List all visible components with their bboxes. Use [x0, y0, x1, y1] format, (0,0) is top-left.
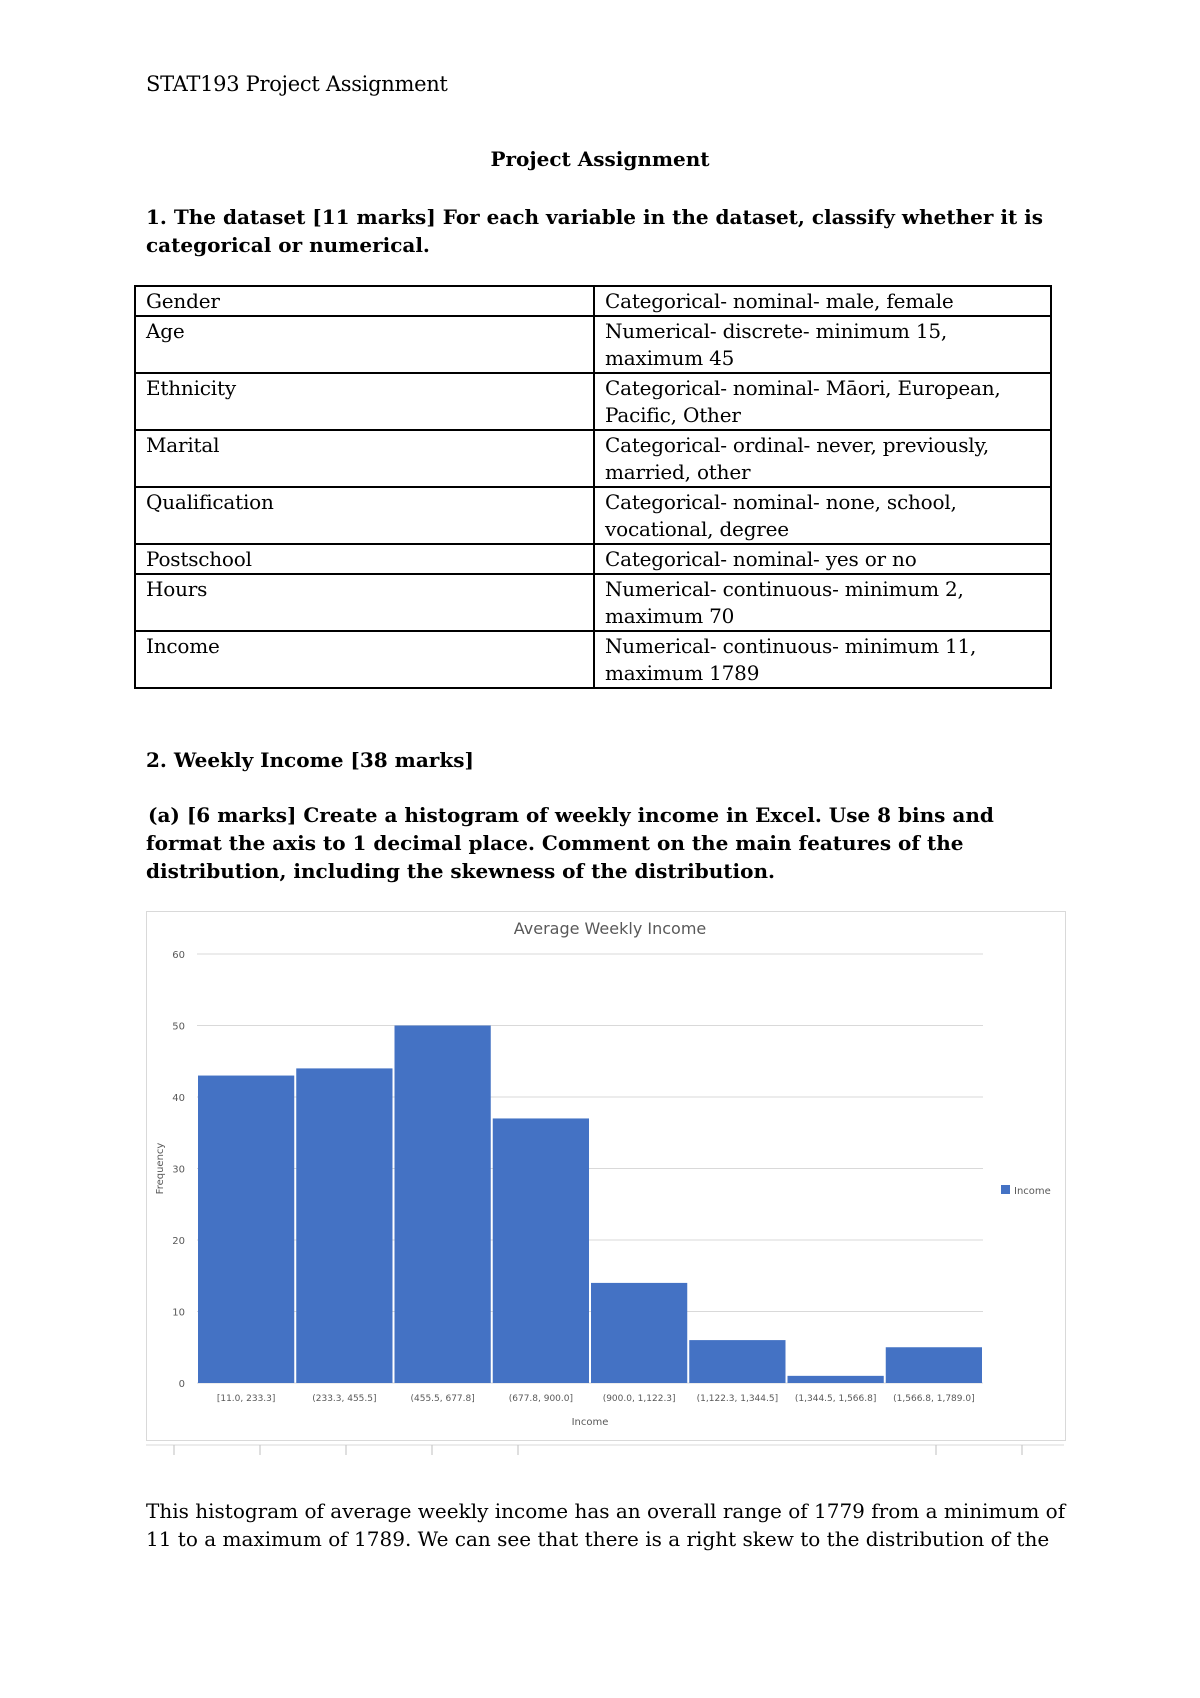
- table-row: [135, 544, 1051, 574]
- histogram-bar: [296, 1068, 392, 1383]
- x-tick-label: (1,344.5, 1,566.8]: [794, 1394, 877, 1404]
- legend-swatch: [1001, 1185, 1010, 1194]
- variable-name: Hours: [135, 574, 594, 631]
- chart-title: Average Weekly Income: [513, 919, 707, 938]
- y-tick-label: 60: [172, 950, 185, 961]
- table-row: [135, 631, 1051, 688]
- page-header: STAT193 Project Assignment: [146, 72, 448, 96]
- y-tick-label: 10: [172, 1307, 185, 1319]
- variable-name: Income: [135, 631, 594, 688]
- x-tick-label: (900.0, 1,122.3]: [602, 1394, 676, 1404]
- table-row: [135, 286, 1051, 316]
- histogram-bar: [689, 1340, 785, 1383]
- chart-bottom-ticks: [146, 1443, 1064, 1457]
- variable-name: Age: [135, 316, 594, 373]
- x-tick-label: (455.5, 677.8]: [410, 1394, 475, 1404]
- table-row: [135, 316, 1051, 373]
- legend-label: Income: [1014, 1186, 1051, 1197]
- histogram-bar: [591, 1283, 687, 1383]
- y-tick-label: 30: [172, 1164, 185, 1176]
- variable-description: Categorical- nominal- none, school, vocational, degree: [594, 487, 1051, 544]
- x-tick-label: (233.3, 455.5]: [312, 1394, 377, 1404]
- document-title: Project Assignment: [490, 147, 710, 171]
- variable-name: Marital: [135, 430, 594, 487]
- variable-description: Numerical- discrete- minimum 15, maximum 45: [594, 316, 1051, 373]
- y-tick-label: 50: [172, 1021, 185, 1033]
- variable-description: Categorical- nominal- yes or no: [594, 544, 1051, 574]
- histogram-svg: [147, 912, 1065, 1440]
- x-tick-label: [11.0, 233.3]: [216, 1394, 276, 1404]
- variables-table: [134, 285, 1052, 689]
- y-tick-label: 40: [172, 1093, 185, 1104]
- histogram-bar: [198, 1076, 294, 1383]
- y-tick-label: 20: [172, 1236, 185, 1247]
- variable-description: Numerical- continuous- minimum 2, maximum 70: [594, 574, 1051, 631]
- question-2a: (a) [6 marks] Create a histogram of weekly income in Excel. Use 8 bins and format the axis to 1 decimal place. Comment on the main features of the distribution, including the skewness of the distribution.: [146, 803, 994, 883]
- variable-description: Categorical- nominal- male, female: [594, 286, 1051, 316]
- table-row: [135, 373, 1051, 430]
- table-row: [135, 430, 1051, 487]
- variable-description: Numerical- continuous- minimum 11, maximum 1789: [594, 631, 1051, 688]
- histogram-bar: [395, 1026, 491, 1384]
- x-tick-label: (1,566.8, 1,789.0]: [893, 1394, 975, 1404]
- histogram-comment: This histogram of average weekly income has an overall range of 1779 from a minimum of 11 to a maximum of 1789. We can see that there is a right skew to the distribution of the: [146, 1499, 1066, 1551]
- histogram-chart: [146, 911, 1066, 1441]
- histogram-bar: [788, 1376, 884, 1383]
- x-tick-label: (677.8, 900.0]: [508, 1394, 574, 1404]
- table-row: [135, 574, 1051, 631]
- x-tick-label: (1,122.3, 1,344.5]: [696, 1394, 779, 1404]
- question-1: 1. The dataset [11 marks] For each variable in the dataset, classify whether it is categorical or numerical.: [146, 205, 1044, 257]
- variable-name: Postschool: [135, 544, 594, 574]
- variable-description: Categorical- ordinal- never, previously, married, other: [594, 430, 1051, 487]
- histogram-bar: [493, 1118, 589, 1383]
- variable-description: Categorical- nominal- Māori, European, Pacific, Other: [594, 373, 1051, 430]
- y-tick-label: 0: [178, 1379, 185, 1390]
- variable-name: Qualification: [135, 487, 594, 544]
- question-2-heading: 2. Weekly Income [38 marks]: [146, 748, 474, 772]
- x-axis-label: Income: [571, 1417, 609, 1428]
- histogram-bar: [886, 1347, 982, 1383]
- variable-name: Gender: [135, 286, 594, 316]
- variable-name: Ethnicity: [135, 373, 594, 430]
- table-row: [135, 487, 1051, 544]
- y-axis-label: Frequency: [155, 1142, 166, 1195]
